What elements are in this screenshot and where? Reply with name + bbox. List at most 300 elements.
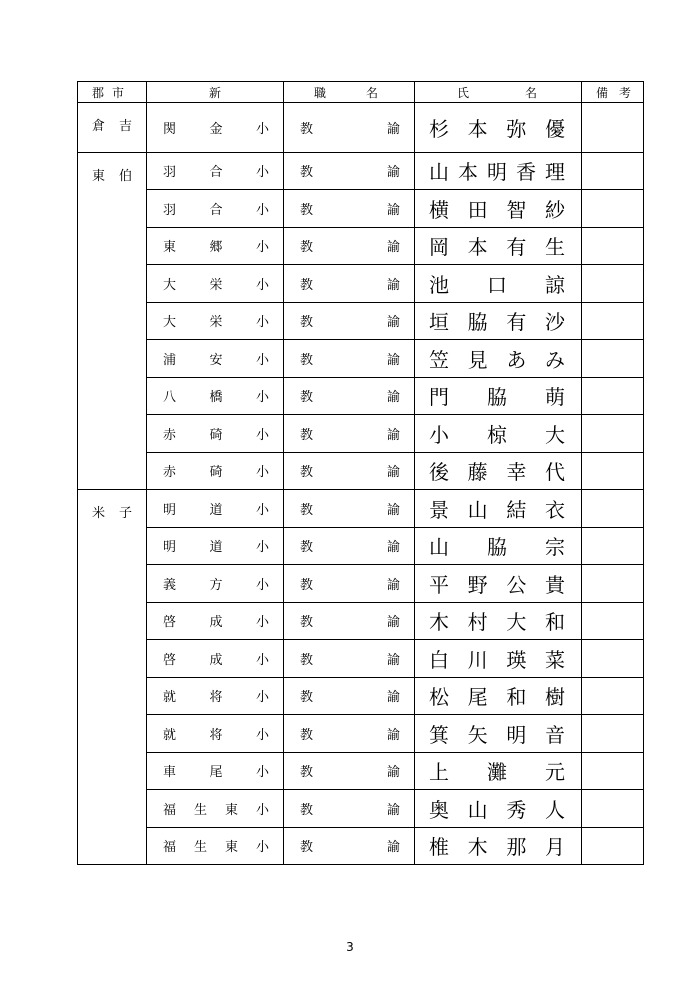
job-title-cell: [284, 265, 415, 303]
char: 大: [163, 315, 177, 331]
job-title-cell: [284, 227, 415, 265]
char: 諭: [387, 802, 401, 818]
char: 小: [256, 465, 270, 481]
char: 教: [300, 727, 314, 743]
char: 椋: [487, 422, 508, 447]
name-cell: [415, 227, 582, 265]
school-cell: [147, 790, 284, 828]
char: 小: [256, 390, 270, 406]
table-row: [78, 527, 644, 565]
char: 諭: [387, 240, 401, 256]
table-row: [78, 302, 644, 340]
char: 明: [487, 160, 508, 185]
char: 諭: [387, 352, 401, 368]
char: 灘: [487, 760, 508, 785]
remarks-cell: [582, 265, 644, 303]
char: 名: [366, 85, 379, 100]
char: 教: [300, 502, 314, 518]
char: 小: [256, 652, 270, 668]
header-region: [78, 82, 147, 103]
char: 藤: [467, 460, 488, 485]
char: 教: [300, 540, 314, 556]
region-cell: [78, 152, 147, 490]
table-row: [78, 377, 644, 415]
char: あ: [506, 347, 527, 372]
job-title-cell: [284, 565, 415, 603]
remarks-cell: [582, 640, 644, 678]
char: 八: [163, 390, 177, 406]
job-title-cell: [284, 340, 415, 378]
job-title-cell: [284, 152, 415, 190]
char: 奥: [429, 797, 450, 822]
char: 東: [225, 802, 239, 818]
job-title-cell: [284, 103, 415, 153]
char: 脇: [467, 310, 488, 335]
char: 景: [429, 497, 450, 522]
char: 垣: [429, 310, 450, 335]
char: 職: [314, 85, 327, 100]
char: 碕: [209, 427, 223, 443]
char: 樹: [544, 685, 565, 710]
char: 山: [467, 797, 488, 822]
char: 成: [209, 652, 223, 668]
school-cell: [147, 602, 284, 640]
name-cell: [415, 827, 582, 865]
table-row: [78, 452, 644, 490]
char: 小: [256, 202, 270, 218]
remarks-cell: [582, 490, 644, 528]
school-cell: [147, 152, 284, 190]
char: 秀: [506, 797, 527, 822]
char: 萌: [545, 385, 566, 410]
char: 諭: [387, 277, 401, 293]
char: 福: [163, 840, 177, 856]
name-cell: [415, 790, 582, 828]
char: 本: [458, 160, 479, 185]
char: 赤: [163, 465, 177, 481]
char: 生: [544, 235, 565, 260]
remarks-cell: [582, 377, 644, 415]
school-cell: [147, 527, 284, 565]
char: 尾: [467, 685, 488, 710]
job-title-cell: [284, 790, 415, 828]
char: 教: [300, 465, 314, 481]
school-cell: [147, 640, 284, 678]
char: 吉: [118, 119, 132, 134]
char: 脇: [487, 535, 508, 560]
char: 関: [163, 121, 177, 137]
char: 教: [300, 315, 314, 331]
char: 羽: [163, 165, 177, 181]
char: 栄: [209, 315, 223, 331]
char: 大: [506, 610, 527, 635]
char: 木: [467, 835, 488, 860]
char: 諭: [387, 502, 401, 518]
name-cell: [415, 677, 582, 715]
school-cell: [147, 415, 284, 453]
table-row: [78, 827, 644, 865]
char: 和: [506, 685, 527, 710]
name-cell: [415, 190, 582, 228]
char: 小: [256, 165, 270, 181]
char: 口: [487, 272, 508, 297]
char: 諭: [387, 465, 401, 481]
char: 諭: [387, 727, 401, 743]
region-cell: [78, 103, 147, 153]
char: 見: [467, 347, 488, 372]
char: 野: [467, 572, 488, 597]
char: 義: [163, 577, 177, 593]
table-row: [78, 152, 644, 190]
char: 教: [300, 690, 314, 706]
char: 有: [506, 235, 527, 260]
school-cell: [147, 827, 284, 865]
name-cell: [415, 377, 582, 415]
char: 弥: [506, 116, 527, 141]
char: 教: [300, 765, 314, 781]
char: 矢: [467, 722, 488, 747]
char: 小: [256, 802, 270, 818]
char: 教: [300, 202, 314, 218]
name-cell: [415, 527, 582, 565]
char: 教: [300, 577, 314, 593]
char: 東: [163, 240, 177, 256]
char: 教: [300, 352, 314, 368]
name-cell: [415, 152, 582, 190]
remarks-cell: [582, 190, 644, 228]
char: 元: [545, 760, 566, 785]
remarks-cell: [582, 827, 644, 865]
header-remarks: [582, 82, 644, 103]
char: 木: [429, 610, 450, 635]
char: 栄: [209, 277, 223, 293]
school-cell: [147, 752, 284, 790]
char: 菜: [544, 647, 565, 672]
char: 小: [429, 422, 450, 447]
char: 羽: [163, 202, 177, 218]
char: 諭: [387, 840, 401, 856]
char: 小: [256, 540, 270, 556]
char: 成: [209, 615, 223, 631]
char: 山: [467, 497, 488, 522]
char: 横: [429, 197, 450, 222]
char: 教: [300, 615, 314, 631]
table-row: [78, 677, 644, 715]
char: 教: [300, 840, 314, 856]
char: 小: [256, 240, 270, 256]
char: 安: [209, 352, 223, 368]
char: 椎: [429, 835, 450, 860]
remarks-cell: [582, 715, 644, 753]
table-row: [78, 340, 644, 378]
char: 教: [300, 652, 314, 668]
char: 浦: [163, 352, 177, 368]
char: 諭: [387, 427, 401, 443]
char: 教: [300, 390, 314, 406]
table-row: [78, 227, 644, 265]
char: 小: [256, 121, 270, 137]
char: 市: [111, 85, 124, 100]
job-title-cell: [284, 302, 415, 340]
personnel-table: [77, 81, 644, 865]
char: 山: [429, 535, 450, 560]
remarks-cell: [582, 227, 644, 265]
char: 啓: [163, 615, 177, 631]
char: 諭: [387, 615, 401, 631]
table-row: [78, 640, 644, 678]
char: 岡: [429, 235, 450, 260]
remarks-cell: [582, 452, 644, 490]
school-cell: [147, 340, 284, 378]
char: 智: [506, 197, 527, 222]
char: 倉: [92, 119, 106, 134]
name-cell: [415, 602, 582, 640]
char: 小: [256, 577, 270, 593]
char: 川: [467, 647, 488, 672]
remarks-cell: [582, 677, 644, 715]
char: 代: [544, 460, 565, 485]
school-cell: [147, 227, 284, 265]
school-cell: [147, 677, 284, 715]
name-cell: [415, 565, 582, 603]
char: 松: [429, 685, 450, 710]
char: 東: [92, 168, 106, 184]
char: 小: [256, 727, 270, 743]
char: 理: [545, 160, 566, 185]
char: 将: [209, 727, 223, 743]
char: 伯: [118, 168, 132, 184]
char: 車: [163, 765, 177, 781]
char: 小: [256, 427, 270, 443]
char: 門: [429, 385, 450, 410]
table-row: [78, 190, 644, 228]
school-cell: [147, 302, 284, 340]
remarks-cell: [582, 340, 644, 378]
name-cell: [415, 490, 582, 528]
char: 月: [544, 835, 565, 860]
char: 教: [300, 427, 314, 443]
remarks-cell: [582, 752, 644, 790]
char: 金: [209, 121, 223, 137]
char: み: [544, 347, 565, 372]
remarks-cell: [582, 602, 644, 640]
char: 将: [209, 690, 223, 706]
header-name: [415, 82, 582, 103]
name-cell: [415, 340, 582, 378]
table-row: [78, 103, 644, 153]
school-cell: [147, 265, 284, 303]
remarks-cell: [582, 790, 644, 828]
char: 道: [209, 540, 223, 556]
char: 就: [163, 727, 177, 743]
char: 香: [516, 160, 537, 185]
remarks-cell: [582, 415, 644, 453]
region-cell: [78, 490, 147, 865]
char: 人: [544, 797, 565, 822]
char: 合: [209, 165, 223, 181]
char: 大: [545, 422, 566, 447]
char: 名: [525, 85, 538, 100]
char: 教: [300, 121, 314, 137]
job-title-cell: [284, 452, 415, 490]
remarks-cell: [582, 152, 644, 190]
page-number: 3: [346, 940, 354, 954]
char: 橋: [209, 390, 223, 406]
job-title-cell: [284, 527, 415, 565]
char: 生: [194, 840, 208, 856]
name-cell: [415, 415, 582, 453]
char: 啓: [163, 652, 177, 668]
char: 諭: [387, 121, 401, 137]
char: 小: [256, 352, 270, 368]
school-cell: [147, 715, 284, 753]
char: 笠: [429, 347, 450, 372]
char: 諭: [387, 577, 401, 593]
char: 郷: [209, 240, 223, 256]
table-row: [78, 715, 644, 753]
char: 瑛: [506, 647, 527, 672]
char: 生: [194, 802, 208, 818]
char: 諭: [387, 540, 401, 556]
char: 小: [256, 615, 270, 631]
char: 赤: [163, 427, 177, 443]
char: 小: [256, 840, 270, 856]
char: 平: [429, 572, 450, 597]
char: 明: [163, 540, 177, 556]
char: 杉: [429, 116, 450, 141]
char: 紗: [544, 197, 565, 222]
job-title-cell: [284, 190, 415, 228]
char: 脇: [487, 385, 508, 410]
char: 明: [163, 502, 177, 518]
char: 小: [256, 690, 270, 706]
char: 福: [163, 802, 177, 818]
char: 教: [300, 165, 314, 181]
char: 箕: [429, 722, 450, 747]
char: 新: [209, 85, 222, 100]
char: 諭: [387, 315, 401, 331]
table-row: [78, 752, 644, 790]
remarks-cell: [582, 302, 644, 340]
char: 小: [256, 502, 270, 518]
char: 音: [544, 722, 565, 747]
table-row: [78, 602, 644, 640]
char: 優: [544, 116, 565, 141]
table-row: [78, 790, 644, 828]
char: 田: [467, 197, 488, 222]
school-cell: [147, 452, 284, 490]
char: 白: [429, 647, 450, 672]
name-cell: [415, 103, 582, 153]
char: 宗: [545, 535, 566, 560]
char: 諭: [387, 202, 401, 218]
job-title-cell: [284, 827, 415, 865]
table-row: [78, 265, 644, 303]
table-row: [78, 565, 644, 603]
header-job-title: [284, 82, 415, 103]
char: 諭: [387, 652, 401, 668]
char: 米: [92, 506, 106, 521]
job-title-cell: [284, 415, 415, 453]
char: 公: [506, 572, 527, 597]
job-title-cell: [284, 677, 415, 715]
table-row: [78, 415, 644, 453]
char: 諭: [387, 690, 401, 706]
char: 池: [429, 272, 450, 297]
char: 幸: [506, 460, 527, 485]
char: 有: [506, 310, 527, 335]
job-title-cell: [284, 640, 415, 678]
name-cell: [415, 640, 582, 678]
char: 尾: [209, 765, 223, 781]
remarks-cell: [582, 527, 644, 565]
name-cell: [415, 302, 582, 340]
char: 小: [256, 315, 270, 331]
job-title-cell: [284, 377, 415, 415]
header-new-school: [147, 82, 284, 103]
char: 貴: [544, 572, 565, 597]
name-cell: [415, 265, 582, 303]
char: 明: [506, 722, 527, 747]
char: 山: [429, 160, 450, 185]
char: 那: [506, 835, 527, 860]
job-title-cell: [284, 752, 415, 790]
name-cell: [415, 715, 582, 753]
char: 教: [300, 802, 314, 818]
char: 沙: [544, 310, 565, 335]
job-title-cell: [284, 715, 415, 753]
school-cell: [147, 377, 284, 415]
school-cell: [147, 490, 284, 528]
char: 本: [467, 235, 488, 260]
char: 教: [300, 240, 314, 256]
char: 就: [163, 690, 177, 706]
char: 郡: [92, 85, 105, 100]
job-title-cell: [284, 490, 415, 528]
char: 方: [209, 577, 223, 593]
remarks-cell: [582, 565, 644, 603]
char: 考: [619, 85, 632, 100]
char: 和: [544, 610, 565, 635]
school-cell: [147, 190, 284, 228]
char: 氏: [457, 85, 470, 100]
char: 碕: [209, 465, 223, 481]
header-row: [78, 82, 644, 103]
char: 備: [596, 85, 609, 100]
char: 村: [467, 610, 488, 635]
char: 子: [118, 506, 132, 521]
remarks-cell: [582, 103, 644, 153]
school-cell: [147, 565, 284, 603]
name-cell: [415, 752, 582, 790]
name-cell: [415, 452, 582, 490]
char: 道: [209, 502, 223, 518]
char: 結: [506, 497, 527, 522]
school-cell: [147, 103, 284, 153]
char: 衣: [544, 497, 565, 522]
char: 大: [163, 277, 177, 293]
char: 小: [256, 277, 270, 293]
job-title-cell: [284, 602, 415, 640]
char: 東: [225, 840, 239, 856]
table-row: [78, 490, 644, 528]
char: 諭: [387, 765, 401, 781]
char: 諭: [387, 390, 401, 406]
char: 上: [429, 760, 450, 785]
char: 合: [209, 202, 223, 218]
char: 本: [467, 116, 488, 141]
char: 諭: [387, 165, 401, 181]
